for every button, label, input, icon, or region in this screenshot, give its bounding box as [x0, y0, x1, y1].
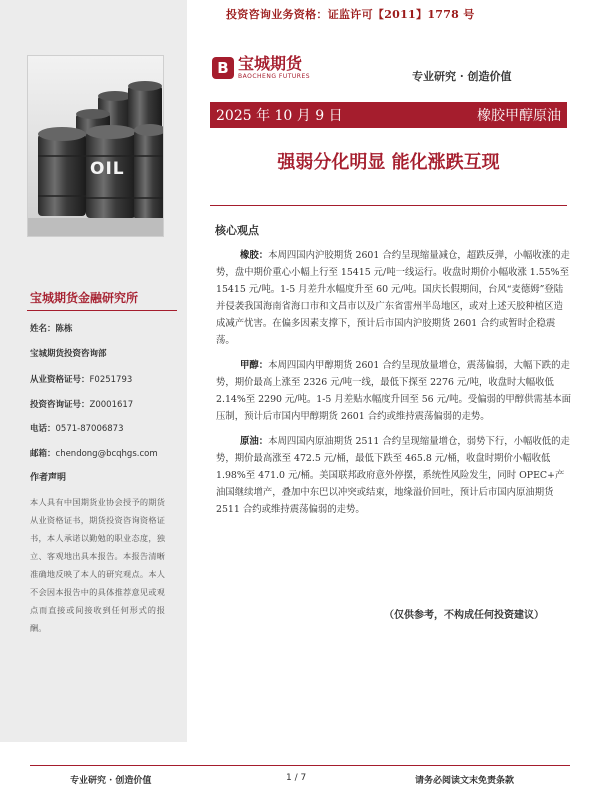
- department: 宝城期货投资咨询部: [30, 349, 107, 359]
- paragraph-methanol: [216, 357, 572, 425]
- report-body: [216, 247, 572, 526]
- declaration-text: 本人具有中国期货业协会授予的期货从业资格证书，期货投资咨询资格证书，本人承诺以勤勉的职业态度，独立、客观地出具本报告。本报告清晰准确地反映了本人的研究观点。本人不会因本报告中的具体推荐意见或观点而直接或间接收到任何形式的报酬。: [30, 497, 165, 633]
- paragraph-lead: 原油：: [240, 436, 269, 447]
- paragraph-lead: 甲醇：: [240, 360, 269, 371]
- oil-barrels-image: [27, 55, 164, 237]
- paragraph-text: 本周四国内沪胶期货 2601 合约呈现缩量减仓，超跌反弹，小幅收涨的走势，盘中期价重心小幅上行至 15415 元/吨一线运行。收盘时期价小幅收涨 1.55%至 15415 元/吨。1-5 月差升水幅度升至 60 元/吨。国庆长假期间，台风“麦德姆”登陆并侵袭我国海南省海口市和文昌市以及广东省雷州半岛地区，或对上述天胶种植区造成减产忧害。在偏多因素支撑下，预计后市国内沪胶期货 2601 合约或暂时企稳震荡。: [216, 250, 570, 346]
- author-name: 姓名：陈栋: [30, 324, 73, 334]
- page-number: 1 / 7: [286, 773, 307, 783]
- date-banner: [210, 102, 567, 128]
- report-category: 橡胶甲醇原油: [477, 108, 561, 124]
- footer-disclaimer: 请务必阅读文末免责条款: [415, 776, 515, 786]
- qualification-number: 从业资格证号：F0251793: [30, 375, 133, 385]
- disclaimer-note: （仅供参考，不构成任何投资建议）: [384, 610, 544, 621]
- oil-label: OIL: [90, 159, 125, 179]
- license-text: 投资咨询业务资格：证监许可【2011】1778 号: [226, 8, 475, 21]
- email[interactable]: 邮箱：chendong@bcqhgs.com: [30, 449, 158, 459]
- section-title: 核心观点: [215, 224, 259, 237]
- declaration-title: 作者声明: [30, 473, 67, 483]
- oil-barrels-illustration: [28, 56, 163, 236]
- footer-slogan: 专业研究 · 创造价值: [70, 776, 152, 786]
- brand-name: 宝城期货: [238, 54, 303, 73]
- divider: [210, 205, 567, 206]
- paragraph-text: 本周四国内甲醇期货 2601 合约呈现放量增仓，震荡偏弱，大幅下跌的走势，期价最高上涨至 2326 元/吨一线，最低下探至 2276 元/吨，收盘时大幅收低 2.14%至 2290 元/吨。1-5 月差贴水幅度升回至 56 元/吨。受偏弱的甲醇供需基本面压制，预计后市国内甲醇期货 2601 合约或维持震荡偏弱的走势。: [216, 360, 572, 422]
- paragraph-lead: 橡胶：: [240, 250, 269, 261]
- paragraph-text: 本周四国内原油期货 2511 合约呈现缩量增仓，弱势下行，小幅收低的走势，期价最高涨至 472.5 元/桶，最低下跌至 465.8 元/桶，收盘时期价小幅收低 1.98%至 471.0 元/桶。美国联邦政府意外停摆，系统性风险发生，同时 OPEC+产油国继续增产，叠加中东巴以冲突或结束，地缘溢价回吐，预计后市国内原油期货 2511 合约或维持震荡偏弱的走势。: [216, 436, 570, 515]
- slogan: 专业研究 · 创造价值: [412, 70, 512, 83]
- company-logo: [212, 56, 310, 80]
- divider: [27, 310, 177, 311]
- report-headline: 强弱分化明显 能化涨跌互现: [277, 152, 500, 173]
- phone: 电话：0571-87006873: [30, 424, 124, 434]
- logo-mark: B: [212, 57, 234, 79]
- paragraph-crude-oil: [216, 433, 572, 518]
- report-date: 2025 年 10 月 9 日: [216, 108, 343, 124]
- institute-name: 宝城期货金融研究所: [30, 291, 139, 305]
- consulting-number: 投资咨询证号：Z0001617: [30, 400, 134, 410]
- brand-name-en: BAOCHENG FUTURES: [238, 73, 311, 80]
- footer-divider: [30, 765, 570, 766]
- paragraph-rubber: [216, 247, 572, 349]
